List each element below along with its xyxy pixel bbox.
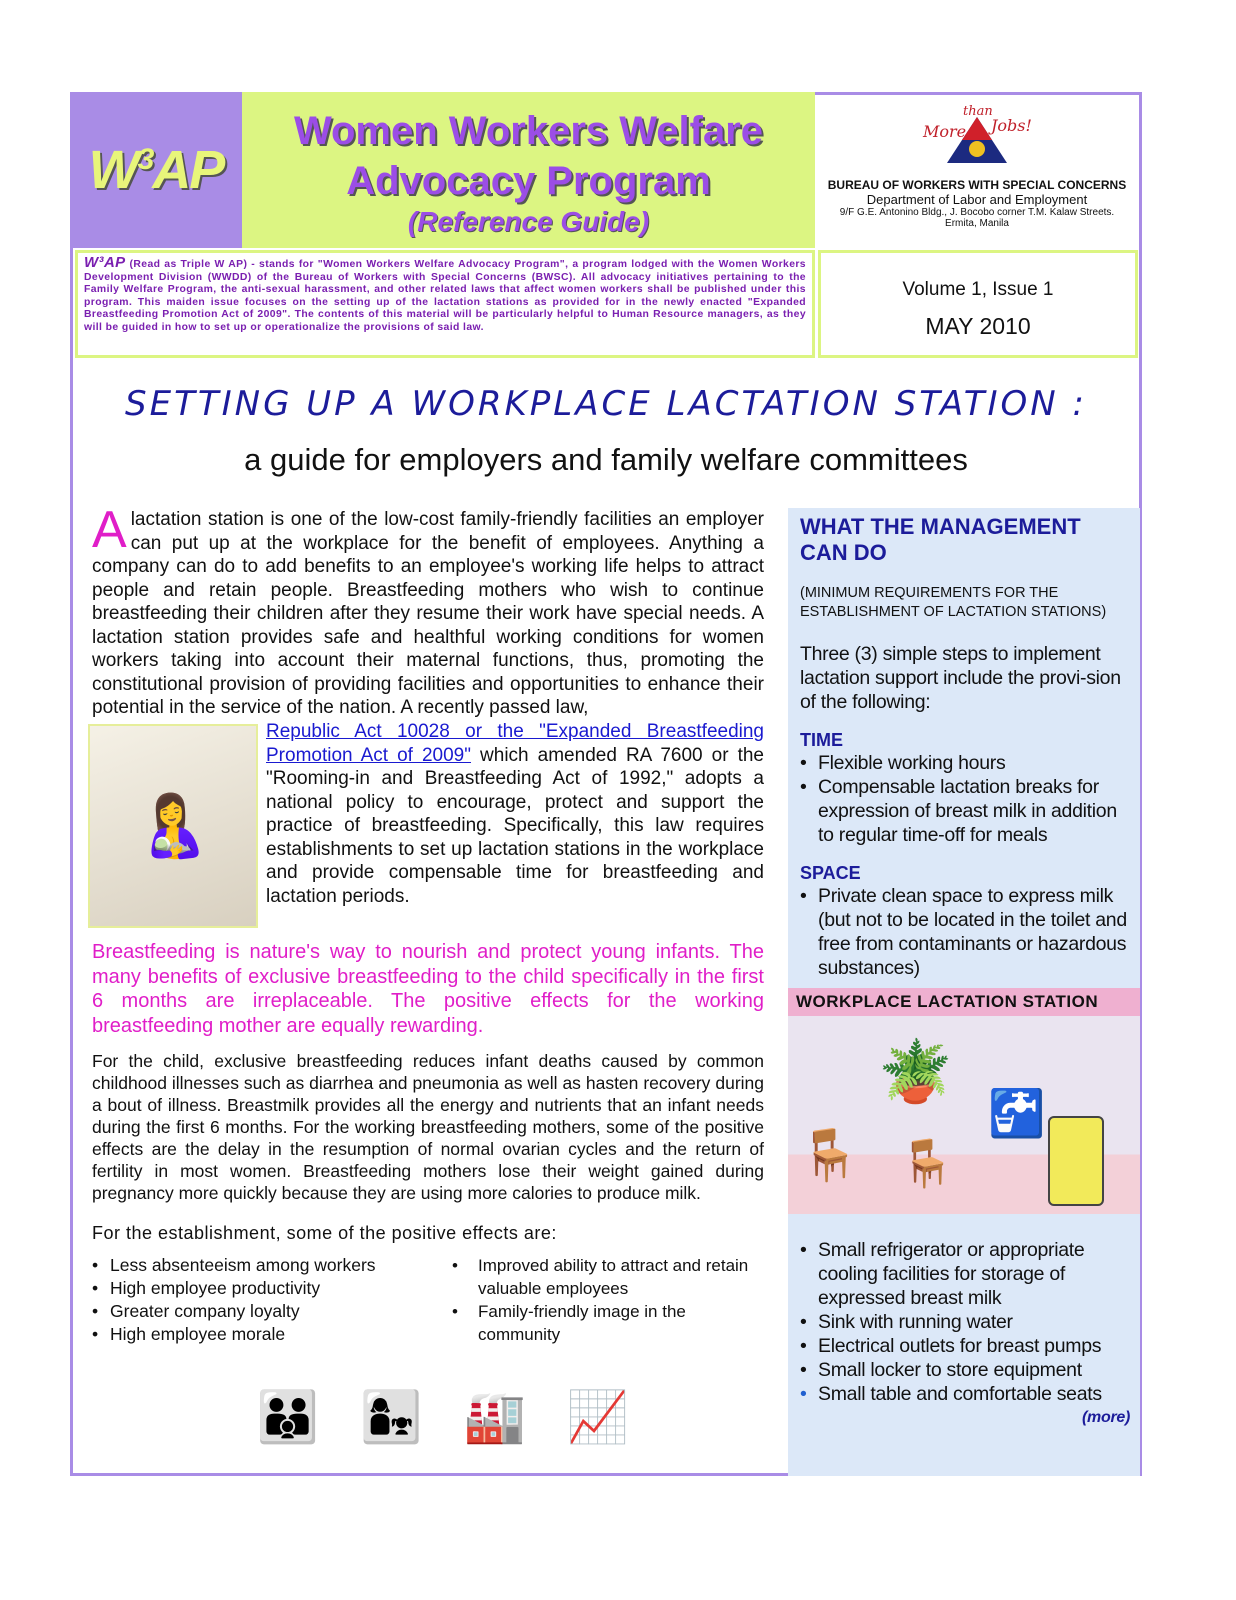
- issue-info: [818, 250, 1138, 358]
- address: Ermita, Manila: [945, 218, 1009, 229]
- management-sidebar: [788, 508, 1140, 1476]
- agency-block: [815, 92, 1142, 248]
- list-item: • Small table and comfortable seats (more): [800, 1382, 1130, 1406]
- list-item: • Small locker to store equipment: [800, 1358, 1130, 1382]
- intro-blurb: W³AP (Read as Triple W AP) - stands for "Women Workers Welfare Advocacy Program", a program lodged with the Women Workers Development Division (WWDD) of the Bureau of Workers with Special Concerns (BWSC). All advocacy initiatives pertaining to the Family Welfare Program, the anti-sexual harassment, and other related laws that affect women workers shall be published under this program. This maiden issue focuses on the setting up of the lactation stations as provided for in the newly enacted "Expanded Breastfeeding Promotion Act of 2009". The contents of this material will be particularly helpful to Human Resource managers, as they will be guided in how to set up or operationalize the provisions of said law.: [75, 250, 815, 358]
- title-line: Advocacy Program: [346, 159, 711, 203]
- main-title: SETTING UP A WORKPLACE LACTATION STATION :: [125, 384, 1087, 424]
- requirements-note: (MINIMUM REQUIREMENTS FOR THE ESTABLISHMENT OF LACTATION STATIONS): [800, 585, 1107, 620]
- w3ap-logo: $W^3AP$: [70, 92, 242, 248]
- svg-text:Jobs!: Jobs!: [991, 116, 1032, 135]
- list-item: • Family-friendly image in the community: [452, 1300, 764, 1346]
- more-link[interactable]: (more): [1082, 1409, 1130, 1426]
- subtitle: a guide for employers and family welfare committees: [244, 442, 968, 477]
- main-article: [92, 501, 764, 720]
- article-continued: [92, 720, 764, 1346]
- highlight-paragraph: Breastfeeding is nature's way to nourish and protect young infants. The many benefits of exclusive breastfeeding to the child specifically in the first 6 months are irreplaceable. The positive effects for the working breastfeeding mother are equally rewarding.: [92, 941, 764, 1037]
- lactation-station-illustration: 🪴 🪑 🪑 🚰: [788, 1016, 1140, 1214]
- list-item: • Less absenteeism among workers: [92, 1254, 452, 1277]
- time-list: [800, 751, 1130, 847]
- paragraph: Alactation station is one of the low-cost family-friendly facilities an employer can put up at the workplace for the benefit of employees. Anything a company can do to add benefits to an employee's working life helps to attract people and retain people. Breastfeeding mothers who wish to continue breastfeeding their children after they resume their work have special needs. A lactation station provides safe and healthful working conditions for women workers taking into account their maternal functions, thus, promoting the constitutional provision of providing facilities and opportunities to enhance their potential in the service of the nation. A recently passed law,: [92, 501, 764, 718]
- svg-text:than: than: [963, 104, 993, 119]
- family-icon: 👪: [256, 1389, 320, 1445]
- department-name: Department of Labor and Employment: [866, 192, 1088, 207]
- title-line: Women Workers Welfare: [293, 109, 764, 153]
- sidebar-intro: Three (3) simple steps to implement lactation support include the provi-sion of the following:: [800, 643, 1121, 713]
- reference-guide-label: (Reference Guide): [407, 206, 650, 237]
- factory-icon: 🏭: [463, 1389, 526, 1445]
- list-item: • High employee morale: [92, 1323, 452, 1346]
- list-item: • Private clean space to express milk (but not to be located in the toilet and free from contaminants or hazardous substances): [800, 884, 1130, 980]
- volume-issue: Volume 1, Issue 1: [902, 279, 1054, 300]
- dole-logo-icon: [917, 103, 1037, 167]
- clipart-row: [248, 1388, 638, 1468]
- issue-date: MAY 2010: [925, 313, 1031, 339]
- station-items-list: [800, 1238, 1130, 1426]
- ra-10028-link[interactable]: Republic Act 10028 or the "Expanded Breastfeeding Promotion Act of 2009": [266, 721, 764, 766]
- mother-baby-illustration: 🤱: [88, 724, 258, 928]
- bureau-name: BUREAU OF WORKERS WITH SPECIAL CONCERNS: [827, 178, 1127, 192]
- sidebar-heading: WHAT THE MANAGEMENT CAN DO: [800, 514, 1081, 565]
- program-title: [242, 92, 815, 248]
- drop-cap: A: [92, 501, 127, 559]
- benefits-list: [92, 1254, 452, 1346]
- list-item: • Sink with running water: [800, 1310, 1130, 1334]
- list-item: • Compensable lactation breaks for expression of breast milk in addition to regular time-off for meals: [800, 775, 1130, 847]
- benefits-list: [452, 1254, 764, 1346]
- paragraph: For the establishment, some of the positive effects are:: [92, 1223, 557, 1243]
- time-heading: TIME: [800, 730, 843, 750]
- list-item: • Flexible working hours: [800, 751, 1130, 775]
- list-item: • Small refrigerator or appropriate cooling facilities for storage of expressed breast milk: [800, 1238, 1130, 1310]
- parents-icon: 👩‍👧: [360, 1389, 423, 1445]
- list-item: • Improved ability to attract and retain valuable employees: [452, 1254, 764, 1300]
- station-heading: WORKPLACE LACTATION STATION: [788, 988, 1140, 1016]
- svg-text:More: More: [923, 122, 967, 141]
- growth-chart-icon: 📈: [566, 1389, 630, 1445]
- list-item: • Greater company loyalty: [92, 1300, 452, 1323]
- paragraph: For the child, exclusive breastfeeding reduces infant deaths caused by common childhood illnesses such as diarrhea and pneumonia as well as hasten recovery during a bout of illness. Breastmilk provides all the energy and nutrients that an infant needs during the first 6 months. For the working breastfeeding mothers, some of the positive effects are the delay in the resumption of normal ovarian cycles and the return of fertility in most women. Breastfeeding mothers lose their weight gained during pregnancy more quickly because they are using more calories to produce milk.: [92, 1051, 764, 1203]
- space-list: [800, 884, 1130, 980]
- list-item: • Electrical outlets for breast pumps: [800, 1334, 1130, 1358]
- paragraph: Republic Act 10028 or the "Expanded Breastfeeding Promotion Act of 2009" which amended RA 7600 or the "Rooming-in and Breastfeeding Act of 1992," adopts a national policy to encourage, protect and support the practice of breastfeeding. Specifically, this law requires establishments to set up lactation stations in the workplace and provide compensable time for breastfeeding and lactation periods.: [266, 721, 764, 907]
- address: 9/F G.E. Antonino Bldg., J. Bocobo corner T.M. Kalaw Streets.: [839, 207, 1115, 218]
- list-item: • High employee productivity: [92, 1277, 452, 1300]
- space-heading: SPACE: [800, 863, 861, 883]
